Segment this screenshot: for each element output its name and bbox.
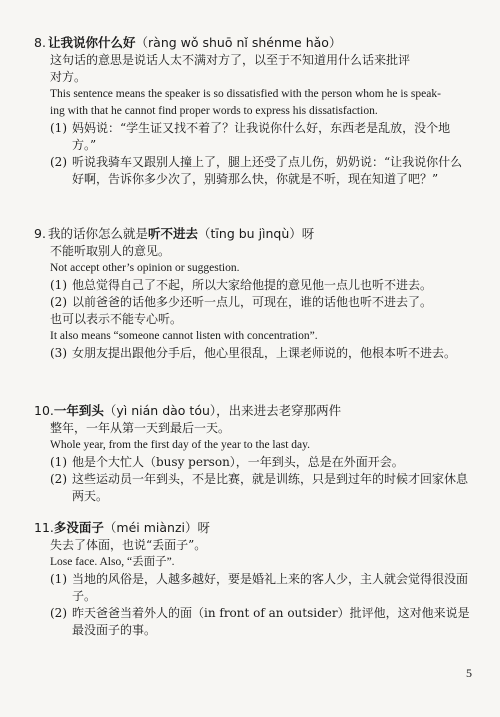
example-sentence (34, 454, 474, 471)
heading-suffix: ，出来进去老穿那两件 (216, 403, 342, 418)
definition-en: Whole year, from the first day of the year to the last day. (50, 439, 311, 451)
key-term: 多没面子 (53, 520, 104, 535)
example-text: 女朋友提出跟他分手后，他心里很乱，上课老师说的，他根本听不进去。 (72, 346, 457, 360)
definition-zh: 也可以表示不能专心听。 (50, 312, 183, 326)
example-text: 当地的风俗是，人越多越好，要是婚礼上来的客人少，主人就会觉得很没面子。 (72, 572, 469, 603)
example-sentence (34, 345, 474, 362)
definition-zh: 失去了体面，也说“丢面子”。 (50, 538, 207, 552)
example-text: 妈妈说：“学生证又找不着了？让我说你什么好，东西老是乱放，没个地方。” (72, 121, 451, 152)
example-label: (1) (50, 455, 67, 469)
example-label: (3) (50, 346, 67, 360)
key-term: 一年到头 (53, 403, 104, 418)
example-text: 以前爸爸的话他多少还听一点儿，可现在，谁的话他也听不进去了。 (72, 295, 433, 309)
definition-zh: 不能听取别人的意见。 (50, 244, 171, 258)
entry-number: 9. (34, 226, 46, 241)
example-text: 他是个大忙人（busy person），一年到头，总是在外面开会。 (72, 455, 404, 469)
definition-zh: 整年，一年从第一天到最后一天。 (50, 421, 231, 435)
example-sentence (34, 120, 474, 154)
example-label: (1) (50, 121, 67, 135)
definition-en: This sentence means the speaker is so dissatisfied with the person whom he is speak- (50, 88, 441, 100)
key-term: 让我说你什么好 (48, 35, 136, 50)
example-label: (2) (50, 295, 67, 309)
example-sentence (34, 294, 474, 311)
example-text: 昨天爸爸当着外人的面（in front of an outsider）批评他，这对他来说是最没面子的事。 (72, 606, 470, 637)
definition-zh: 对方。 (50, 70, 87, 84)
example-label: (2) (50, 155, 67, 169)
definition-en: It also means “someone cannot listen with concentration”. (50, 330, 318, 342)
example-label: (2) (50, 606, 67, 620)
definition-en: ing with that he cannot find proper words to express his dissatisfaction. (50, 105, 378, 117)
entry-11 (34, 519, 474, 639)
example-text: 这些运动员一年到头，不是比赛，就是训练，只是到过年的时候才回家休息两天。 (72, 472, 469, 503)
example-sentence (34, 571, 474, 605)
entry-9 (34, 225, 474, 362)
entry-number: 8. (34, 35, 46, 50)
entry-number: 10. (34, 403, 54, 418)
entry-number: 11. (34, 520, 54, 535)
pinyin: （ràng wǒ shuō nǐ shénme hǎo） (135, 35, 342, 50)
example-sentence (34, 154, 474, 188)
example-sentence (34, 471, 474, 505)
example-text: 听说我骑车又跟别人撞上了，腿上还受了点儿伤，奶奶说：“让我说你什么好啊，告诉你多少次了，别骑那么快，你就是不听，现在知道了吧？” (72, 155, 463, 186)
key-term: 听不进去 (148, 226, 199, 241)
heading-suffix: 呀 (197, 520, 211, 535)
definition-en: Not accept other’s opinion or suggestion. (50, 262, 240, 274)
entry-heading (34, 34, 474, 52)
definition-en: Lose face. Also, “丢面子”. (50, 556, 175, 568)
heading-prefix: 我的话你怎么就是 (48, 226, 149, 241)
example-label: (1) (50, 572, 67, 586)
heading-suffix: 呀 (301, 226, 315, 241)
example-label: (2) (50, 472, 67, 486)
example-label: (1) (50, 278, 67, 292)
pinyin: （tīng bu jìnqù） (198, 226, 302, 241)
entry-8 (34, 34, 474, 188)
example-sentence (34, 277, 474, 294)
definition-zh: 这句话的意思是说话人太不满对方了，以至于不知道用什么话来批评 (50, 53, 411, 67)
page-number: 5 (466, 666, 472, 680)
example-text: 他总觉得自己了不起，所以大家给他提的意见他一点儿也听不进去。 (72, 278, 433, 292)
example-sentence (34, 605, 474, 639)
entry-heading (34, 402, 474, 420)
entry-heading (34, 519, 474, 537)
pinyin: （méi miànzi） (103, 520, 198, 535)
pinyin: （yì nián dào tóu） (103, 403, 217, 418)
entry-10 (34, 402, 474, 505)
entry-heading (34, 225, 474, 243)
